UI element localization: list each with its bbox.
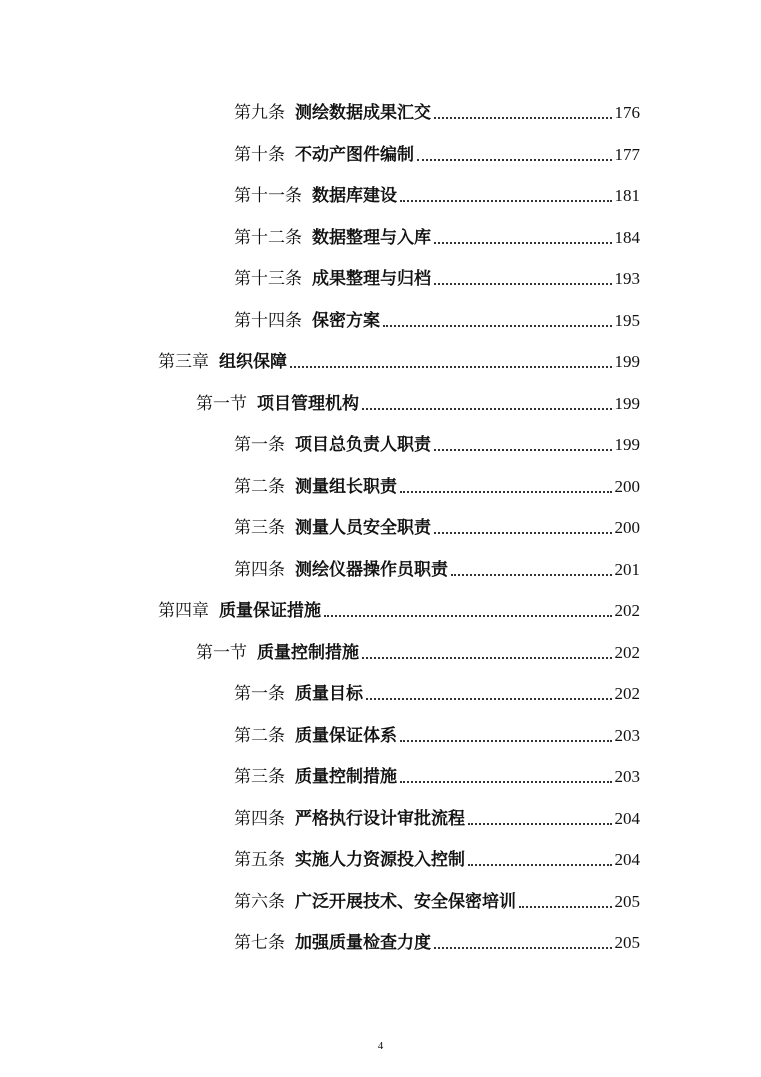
toc-entry-label: 第十二条 [234, 228, 302, 248]
toc-entry-page: 204 [614, 809, 640, 828]
dot-leader [417, 157, 612, 161]
toc-entry-title: 广泛开展技术、安全保密培训 [295, 892, 516, 912]
toc-entry-title: 质量目标 [295, 684, 363, 704]
toc-entry-page: 181 [614, 186, 640, 205]
toc-entry-label: 第六条 [234, 892, 285, 912]
toc-entry-label: 第三章 [158, 352, 209, 372]
toc-entry-label: 第七条 [234, 933, 285, 953]
dot-leader [362, 406, 612, 410]
page-number: 4 [377, 1040, 384, 1052]
dot-leader [434, 530, 612, 534]
dot-leader [434, 447, 612, 451]
toc-entry[interactable] [234, 802, 640, 830]
toc-entry[interactable] [234, 677, 640, 705]
dot-leader [400, 198, 612, 202]
toc-entry[interactable] [234, 221, 640, 249]
toc-entry[interactable] [158, 345, 640, 373]
toc-entry[interactable] [196, 387, 640, 415]
toc-entry[interactable] [196, 636, 640, 664]
toc-entry-label: 第二条 [234, 726, 285, 746]
toc-entry[interactable] [234, 511, 640, 539]
toc-entry-title: 不动产图件编制 [295, 145, 414, 165]
toc-entry-page: 203 [614, 726, 640, 745]
toc-entry-page: 200 [614, 477, 640, 496]
dot-leader [383, 323, 612, 327]
toc-entry-page: 176 [614, 103, 640, 122]
dot-leader [468, 862, 612, 866]
dot-leader [519, 904, 612, 908]
toc-entry-label: 第三条 [234, 518, 285, 538]
toc-entry-label: 第一条 [234, 684, 285, 704]
dot-leader [434, 281, 612, 285]
toc-entry-label: 第四条 [234, 809, 285, 829]
toc-entry-label: 第一节 [196, 394, 247, 414]
toc-entry[interactable] [234, 719, 640, 747]
toc-entry-page: 200 [614, 518, 640, 537]
dot-leader [434, 945, 612, 949]
toc-entry-page: 177 [614, 145, 640, 164]
toc-entry[interactable] [234, 179, 640, 207]
toc-entry-title: 数据库建设 [312, 186, 397, 206]
toc-entry[interactable] [234, 885, 640, 913]
toc-entry-title: 测绘仪器操作员职责 [295, 560, 448, 580]
toc-entry-page: 202 [614, 643, 640, 662]
toc-entry-label: 第十三条 [234, 269, 302, 289]
toc-entry-label: 第一节 [196, 643, 247, 663]
toc-entry-title: 质量控制措施 [257, 643, 359, 663]
toc-entry[interactable] [234, 428, 640, 456]
toc-entry-title: 成果整理与归档 [312, 269, 431, 289]
dot-leader [434, 240, 612, 244]
toc-entry-label: 第五条 [234, 850, 285, 870]
toc-entry-title: 质量控制措施 [295, 767, 397, 787]
dot-leader [290, 364, 612, 368]
dot-leader [362, 655, 612, 659]
toc-entry-page: 199 [614, 352, 640, 371]
dot-leader [400, 779, 612, 783]
toc-entry-title: 实施人力资源投入控制 [295, 850, 465, 870]
toc-entry[interactable] [234, 96, 640, 124]
dot-leader [400, 738, 612, 742]
toc-entry-label: 第九条 [234, 103, 285, 123]
toc-entry-page: 199 [614, 394, 640, 413]
toc-entry-title: 项目管理机构 [257, 394, 359, 414]
toc-entry-title: 项目总负责人职责 [295, 435, 431, 455]
dot-leader [451, 572, 612, 576]
toc-entry-page: 201 [614, 560, 640, 579]
toc-entry-title: 严格执行设计审批流程 [295, 809, 465, 829]
dot-leader [324, 613, 612, 617]
toc-entry-title: 加强质量检查力度 [295, 933, 431, 953]
toc-entry[interactable] [234, 304, 640, 332]
dot-leader [366, 696, 612, 700]
toc-entry[interactable] [234, 843, 640, 871]
toc-entry-page: 203 [614, 767, 640, 786]
toc-entry-page: 184 [614, 228, 640, 247]
toc-entry[interactable] [234, 926, 640, 954]
toc-entry[interactable] [234, 262, 640, 290]
toc-entry-label: 第十四条 [234, 311, 302, 331]
dot-leader [400, 489, 612, 493]
toc-entry-page: 195 [614, 311, 640, 330]
toc-entry-title: 测量人员安全职责 [295, 518, 431, 538]
toc-entry[interactable] [158, 594, 640, 622]
toc-entry-page: 199 [614, 435, 640, 454]
toc-entry-title: 测绘数据成果汇交 [295, 103, 431, 123]
toc-entry-title: 数据整理与入库 [312, 228, 431, 248]
toc-entry-page: 204 [614, 850, 640, 869]
toc-entry-label: 第四章 [158, 601, 209, 621]
toc-entry[interactable] [234, 553, 640, 581]
toc-entry-label: 第十条 [234, 145, 285, 165]
dot-leader [434, 115, 612, 119]
toc-entry-page: 193 [614, 269, 640, 288]
toc-entry-title: 保密方案 [312, 311, 380, 331]
toc-entry-label: 第四条 [234, 560, 285, 580]
toc-entry-title: 质量保证体系 [295, 726, 397, 746]
toc-entry-page: 202 [614, 684, 640, 703]
toc-entry-title: 质量保证措施 [219, 601, 321, 621]
toc-entry-label: 第一条 [234, 435, 285, 455]
toc-entry-label: 第十一条 [234, 186, 302, 206]
dot-leader [468, 821, 612, 825]
toc-entry-page: 205 [614, 933, 640, 952]
toc-entry-title: 测量组长职责 [295, 477, 397, 497]
toc-entry[interactable] [234, 138, 640, 166]
toc-entry-page: 205 [614, 892, 640, 911]
toc-entry-title: 组织保障 [219, 352, 287, 372]
toc-entry-label: 第二条 [234, 477, 285, 497]
toc-entry-label: 第三条 [234, 767, 285, 787]
toc-entry-page: 202 [614, 601, 640, 620]
toc-entry[interactable] [234, 470, 640, 498]
toc-entry[interactable] [234, 760, 640, 788]
